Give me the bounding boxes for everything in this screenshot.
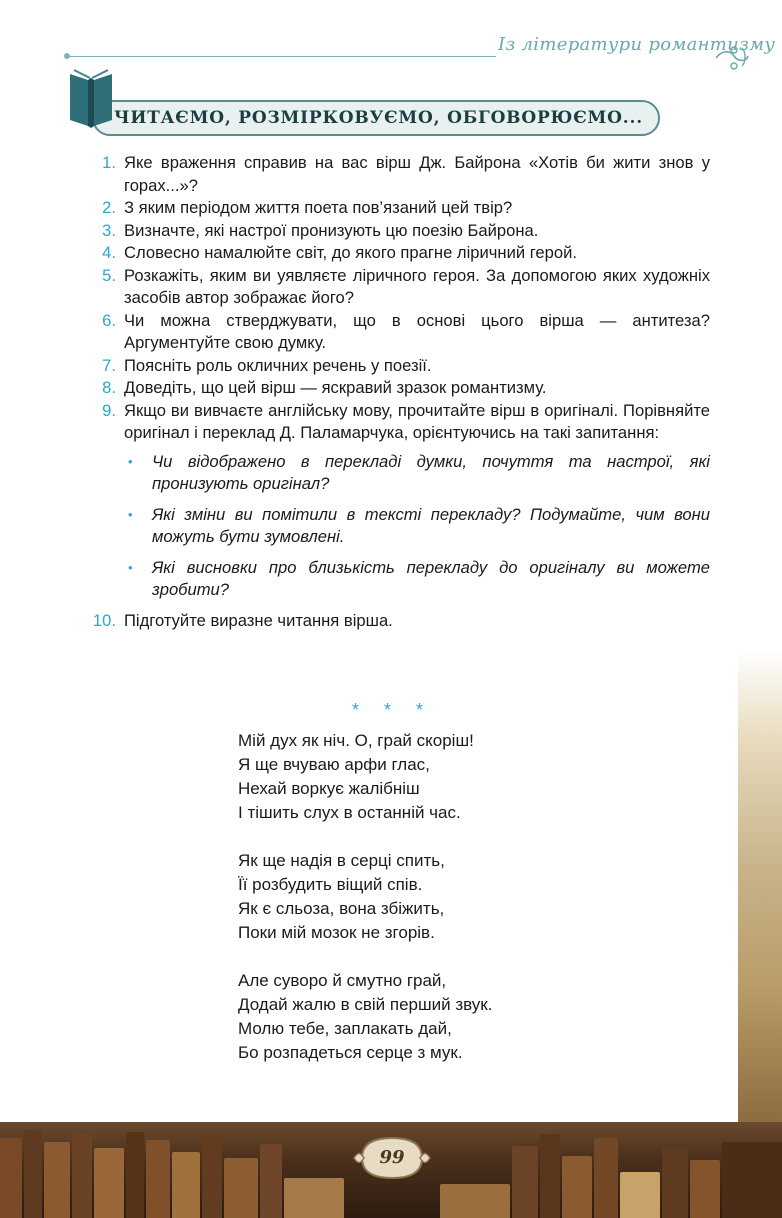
question-number: 7.	[102, 355, 116, 375]
sub-questions-list	[124, 451, 710, 602]
poem-line: Мій дух як ніч. О, грай скоріш!	[238, 731, 474, 750]
question-item	[86, 377, 710, 400]
open-book-icon	[66, 68, 116, 130]
book-spine	[440, 1184, 510, 1218]
question-number: 5.	[102, 265, 116, 285]
book-spine	[540, 1134, 560, 1218]
poem-line: Молю тебе, заплакать дай,	[238, 1019, 452, 1038]
questions-list	[86, 152, 710, 632]
poem-line: Нехай воркує жалібніш	[238, 779, 420, 798]
book-spine	[72, 1134, 92, 1218]
poem-line: І тішить слух в останній час.	[238, 803, 461, 822]
question-text: Визначте, які настрої пронизують цю поезію Байрона.	[124, 220, 539, 240]
poem-stanza	[238, 969, 492, 1065]
sub-question-text: Які висновки про близькість перекладу до оригіналу ви можете зробити?	[152, 557, 710, 599]
question-number: 10.	[92, 610, 116, 630]
question-text: Доведіть, що цей вірш — яскравий зразок романтизму.	[124, 378, 547, 397]
book-spine	[224, 1158, 258, 1218]
question-number: 6.	[102, 310, 116, 330]
poem-separator: * * *	[352, 700, 434, 720]
question-text: Якщо ви вивчаєте англійську мову, прочитайте вірш в оригіналі. Порівняйте оригінал і переклад Д. Паламарчука, орієнтуючись на такі запитання:	[124, 400, 710, 442]
book-spine	[284, 1178, 344, 1218]
book-spine	[146, 1140, 170, 1218]
question-item	[86, 220, 710, 243]
book-spine	[44, 1142, 70, 1218]
poem-line: Бо розпадеться серце з мук.	[238, 1043, 463, 1062]
question-number: 9.	[102, 400, 116, 420]
book-spine	[690, 1160, 720, 1218]
poem-stanza	[238, 729, 492, 825]
question-item	[86, 610, 710, 633]
question-text: Словесно намалюйте світ, до якого прагне ліричний герой.	[124, 243, 577, 262]
question-number: 1.	[102, 153, 116, 172]
bullet-icon: •	[128, 506, 133, 522]
question-number: 4.	[102, 243, 116, 262]
question-text: Розкажіть, яким ви уявляєте ліричного героя. За допомогою яких художніх засобів автор зображає його?	[124, 265, 710, 307]
question-item	[86, 265, 710, 310]
question-item	[86, 355, 710, 378]
question-text: Підготуйте виразне читання вірша.	[124, 610, 393, 630]
poem-line: Її розбудить віщий спів.	[238, 875, 423, 894]
book-spine	[94, 1148, 124, 1218]
question-item	[86, 242, 710, 265]
sub-question-text: Які зміни ви помітили в тексті перекладу? Подумайте, чим вони можуть бути зумовлені.	[152, 504, 710, 546]
question-item	[86, 400, 710, 445]
book-spine	[126, 1132, 144, 1218]
book-spine	[202, 1136, 222, 1218]
decorative-side-illustration	[738, 650, 782, 1130]
poem-line: Як ще надія в серці спить,	[238, 851, 445, 870]
poem-line: Як є сльоза, вона збіжить,	[238, 899, 445, 918]
page-number: 99	[379, 1147, 405, 1168]
sub-question-text: Чи відображено в перекладі думки, почуття та настрої, які пронизують оригінал?	[152, 451, 710, 493]
header-rule	[68, 56, 496, 57]
sub-question-item	[124, 504, 710, 549]
question-item	[86, 152, 710, 197]
candle-light	[620, 1172, 660, 1218]
question-number: 3.	[102, 220, 116, 240]
book-spine	[562, 1156, 592, 1218]
question-number: 8.	[102, 378, 116, 397]
poem-line: Поки мій мозок не згорів.	[238, 923, 435, 942]
book-spine	[172, 1152, 200, 1218]
book-spine	[24, 1130, 42, 1218]
sub-question-item	[124, 451, 710, 496]
book-spine	[0, 1138, 22, 1218]
book-spine	[722, 1142, 782, 1218]
book-spine	[662, 1148, 688, 1218]
sub-question-item	[124, 557, 710, 602]
question-text: Яке враження справив на вас вірш Дж. Байрона «Хотів би жити знов у горах...»?	[124, 153, 710, 195]
poem-line: Додай жалю в свій перший звук.	[238, 995, 493, 1014]
book-spine	[512, 1146, 538, 1218]
poem-line: Але суворо й смутно грай,	[238, 971, 447, 990]
running-title: Із літератури романтизму	[498, 34, 776, 55]
question-text: Чи можна стверджувати, що в основі цього вірша — антитеза? Аргументуйте свою думку.	[124, 310, 710, 352]
book-spine	[594, 1138, 618, 1218]
book-spine	[260, 1144, 282, 1218]
bullet-icon: •	[128, 453, 133, 469]
question-text: З яким періодом життя поета пов’язаний цей твір?	[124, 198, 513, 217]
poem	[238, 729, 492, 1089]
question-text: Поясніть роль окличних речень у поезії.	[124, 355, 432, 375]
question-number: 2.	[102, 198, 116, 217]
bullet-icon: •	[128, 559, 133, 575]
question-item	[86, 310, 710, 355]
question-item	[86, 197, 710, 220]
poem-stanza	[238, 849, 492, 945]
section-title: ЧИТАЄМО, РОЗМІРКОВУЄМО, ОБГОВОРЮЄМО...	[114, 108, 643, 128]
flourish-ornament-icon	[712, 40, 752, 74]
poem-line: Я ще вчуваю арфи глас,	[238, 755, 430, 774]
